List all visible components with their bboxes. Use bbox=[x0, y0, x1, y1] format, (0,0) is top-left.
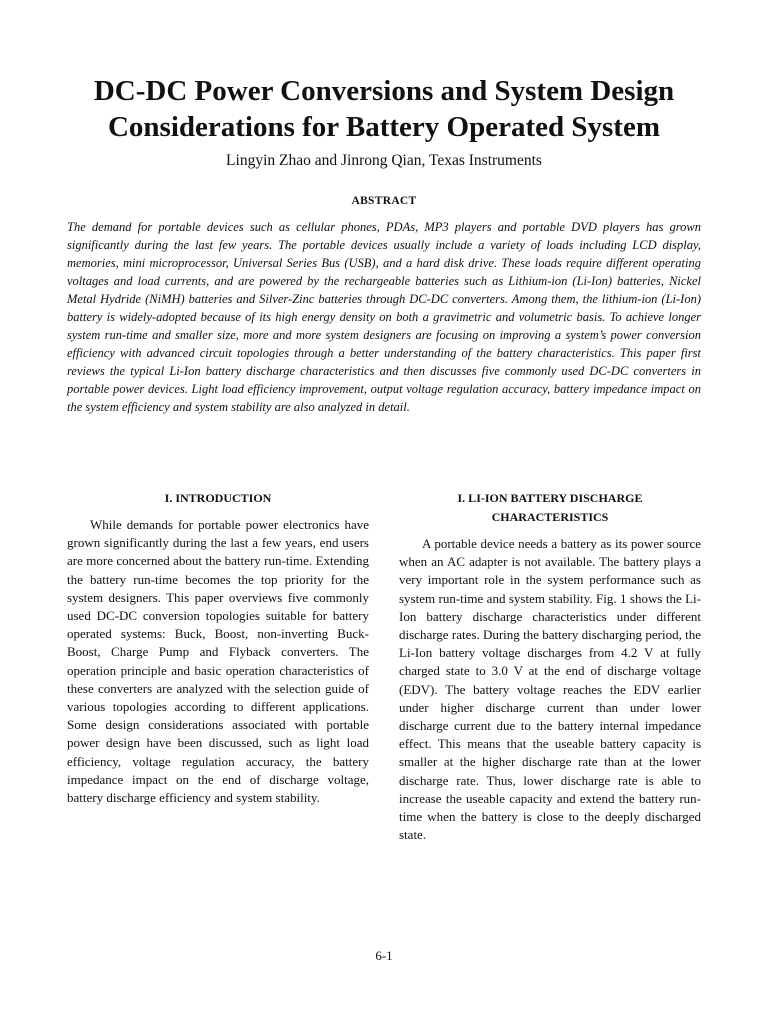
right-column bbox=[399, 489, 701, 844]
left-column bbox=[67, 489, 369, 807]
abstract-text: The demand for portable devices such as cellular phones, PDAs, MP3 players and portable DVD players has grown significantly during the last few years. The portable devices usually include a variety of loads including LCD display, memories, mini microprocessor, Universal Series Bus (USB), and a hard disk drive. These loads require different operating voltages and load currents, and are powered by the rechargeable batteries such as Lithium-ion (Li-Ion) batteries, Nickel Metal Hydride (NiMH) batteries and Silver-Zinc batteries through DC-DC converters. Among them, the lithium-ion (Li-Ion) battery is widely-adopted because of its high energy density on both a gravimetric and volumetric basis. To achieve longer system run-time and smaller size, more and more system designers are focusing on improving a system’s power conversion efficiency with advanced circuit topologies through a better understanding of the battery characteristics. This paper first reviews the typical Li-Ion battery discharge characteristics and then discusses five commonly used DC-DC converters in portable power devices. Light load efficiency improvement, output voltage regulation accuracy, battery impedance impact on the system efficiency and system stability are also analyzed in detail. bbox=[67, 220, 701, 414]
introduction-heading: I. INTRODUCTION bbox=[164, 491, 272, 505]
paper-authors: Lingyin Zhao and Jinrong Qian, Texas Instruments bbox=[226, 152, 542, 169]
introduction-text: While demands for portable power electronics have grown significantly during the last a few years, end users are more concerned about the battery run-time. Extending the battery run-time becomes the top priority for the system designers. This paper overviews five commonly used DC-DC conversion topologies suitable for battery operated systems: Buck, Boost, non-inverting Buck-Boost, Charge Pump and Flyback converters. The operation principle and basic operation characteristics of these converters are analyzed with the selection guide of various topologies according to different applications. Some design considerations associated with portable power design have been discussed, such as light load efficiency, voltage regulation accuracy, the battery impedance impact on the end of discharge voltage, battery discharge efficiency and system stability. bbox=[67, 517, 369, 806]
battery-discharge-text: A portable device needs a battery as its power source when an AC adapter is not available. The battery plays a very important role in the system performance such as system run-time and system stability. Fig. 1 shows the Li-Ion battery discharge characteristics under different discharge rates. During the battery discharging period, the Li-Ion battery voltage discharges from 4.2 V at fully charged state to 3.0 V at the end of discharge voltage (EDV). The battery voltage reaches the EDV earlier under higher discharge current than under lower discharge current due to the battery internal impedance effect. This means that the useable battery capacity is smaller at the higher discharge rate than at the lower discharge rate. Thus, lower discharge rate is able to increase the useable capacity and extend the battery run-time when the battery is close to the deeply discharged state. bbox=[399, 536, 701, 843]
paper-title: DC-DC Power Conversions and System Design Considerations for Battery Operated System bbox=[93, 75, 675, 143]
page-number: 6-1 bbox=[375, 948, 393, 963]
battery-discharge-heading: I. LI-ION BATTERY DISCHARGE CHARACTERISTICS bbox=[457, 491, 643, 524]
abstract-heading: ABSTRACT bbox=[351, 195, 417, 207]
